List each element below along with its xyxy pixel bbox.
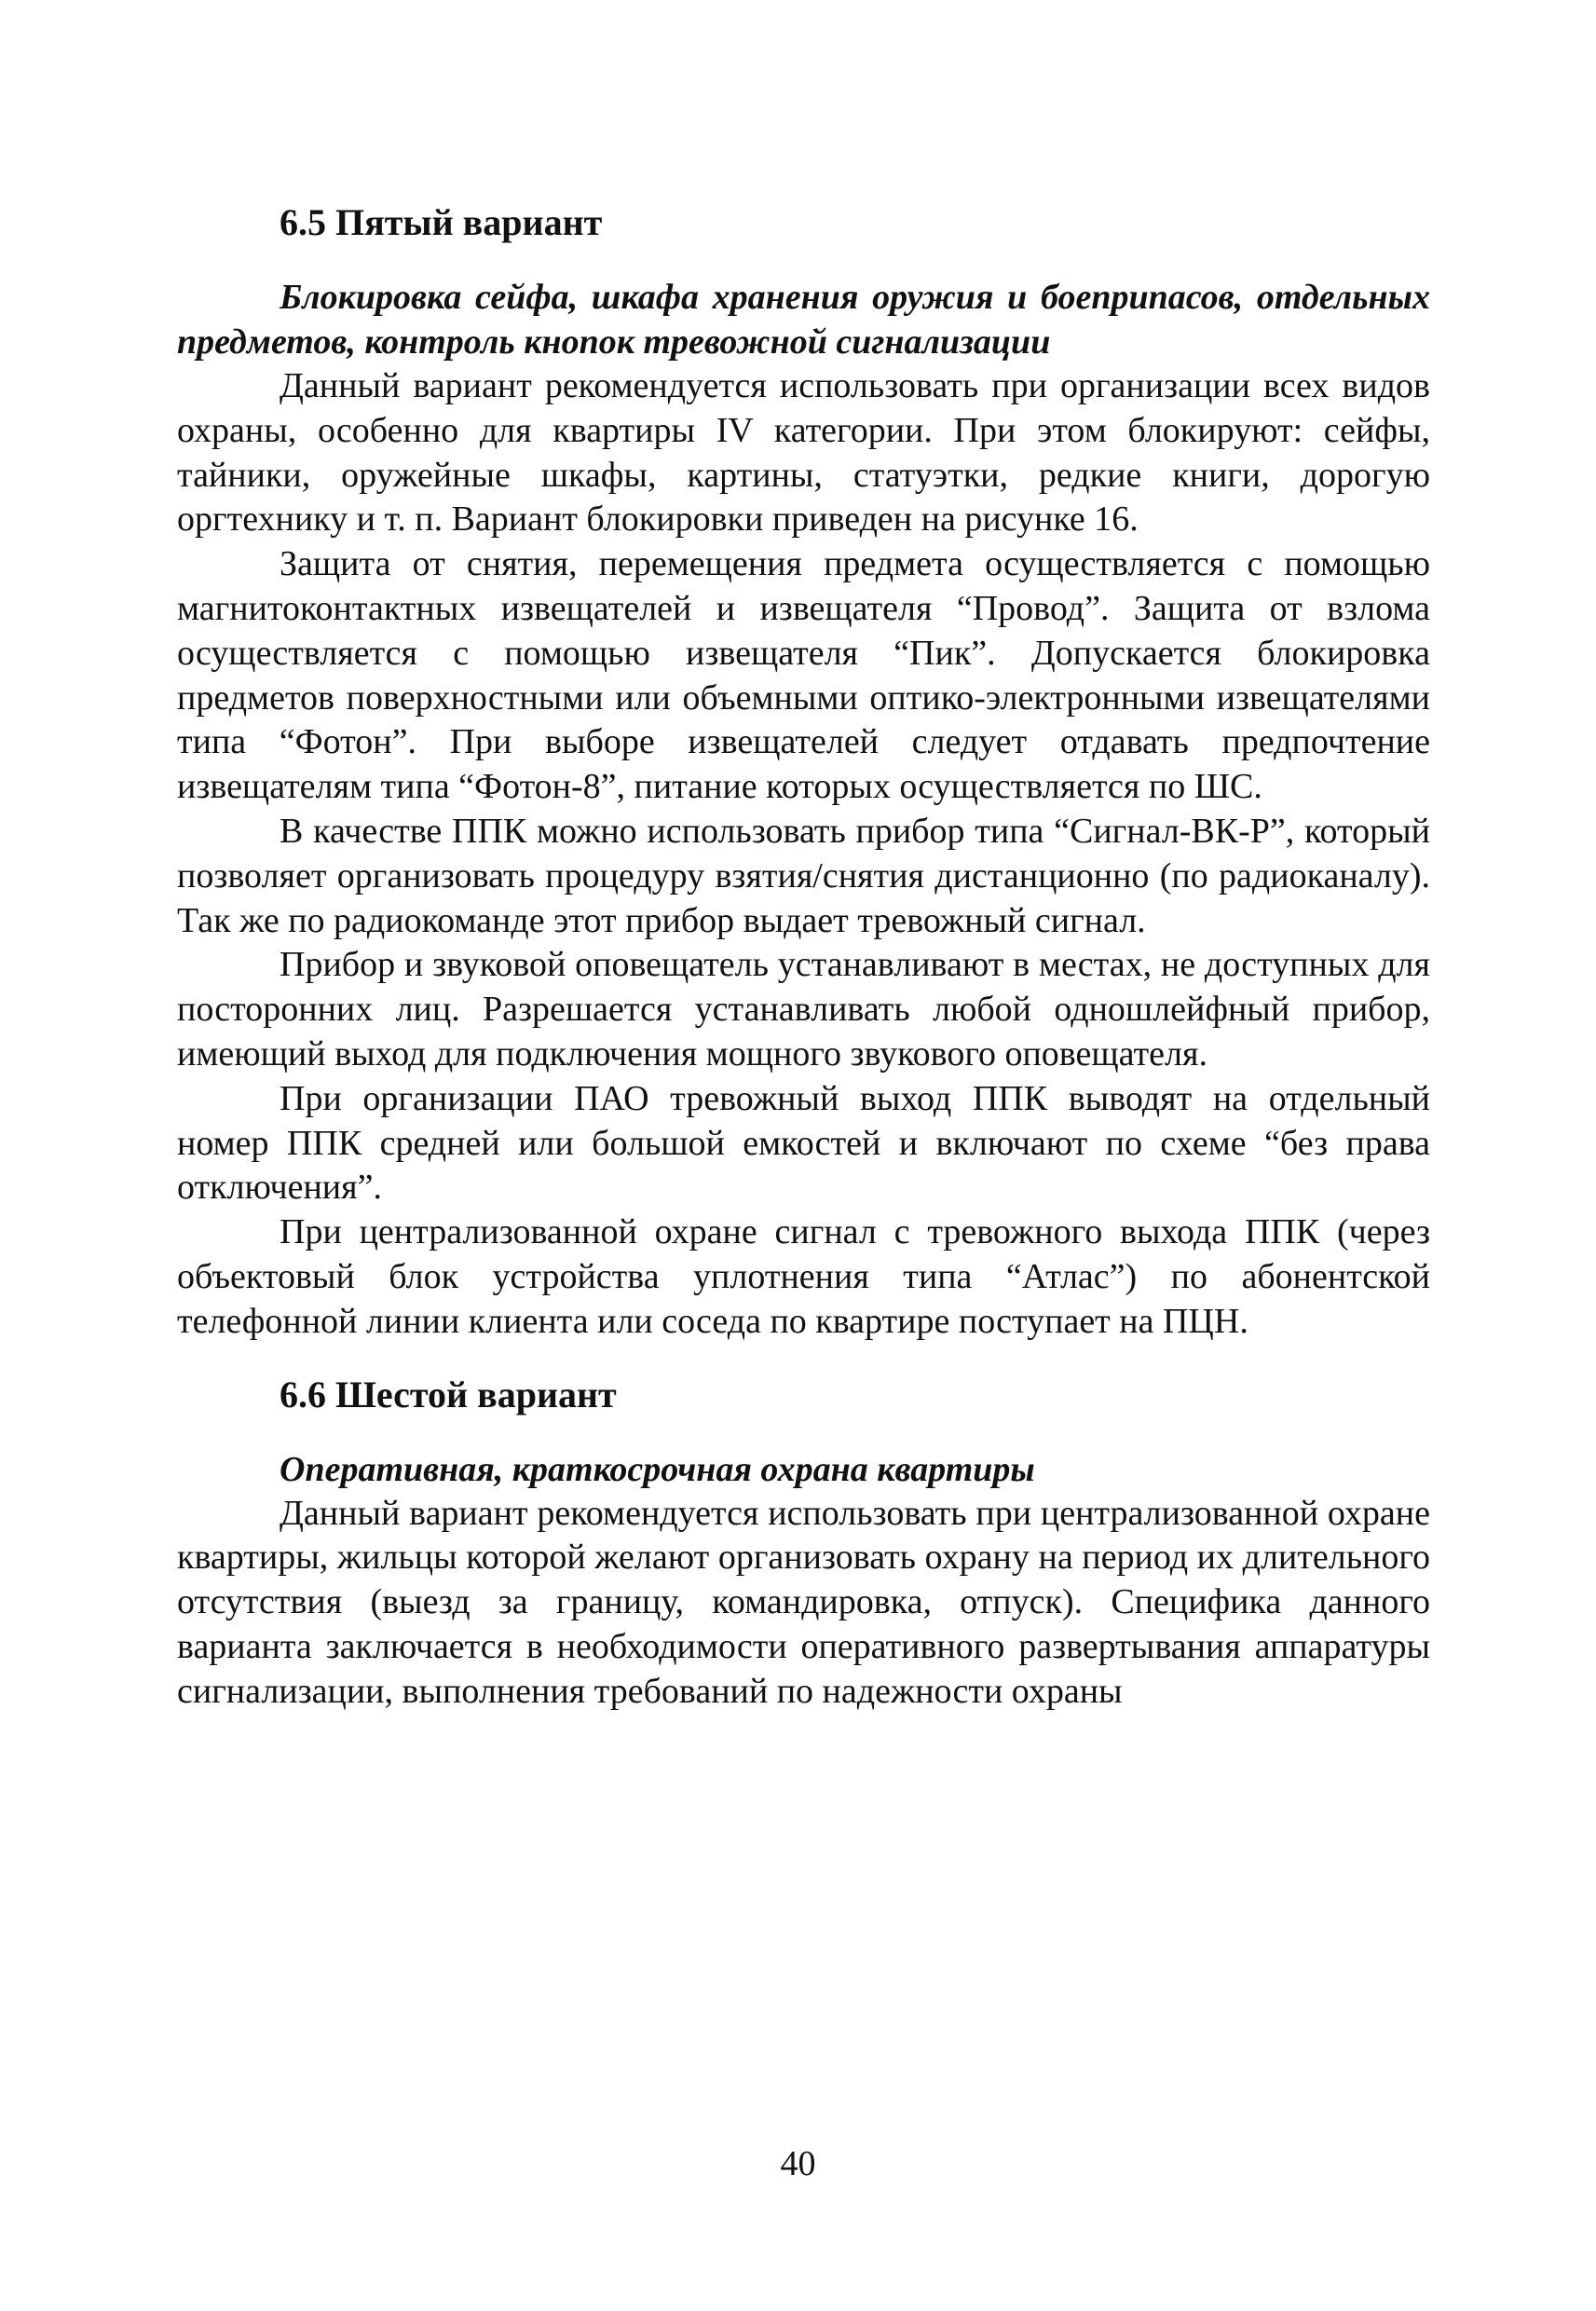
section-subheading-6-5: Блокировка сейфа, шкафа хранения оружия и боеприпасов, отдельных предметов, контроль кнопок тревожной сигнализации — [177, 278, 1430, 362]
paragraph: Защита от снятия, перемещения предмета осуществляется с помощью магнитоконтактных извещателей и извещателя “Провод”. Защита от взлома осуществляется с помощью извещателя “Пик”. Допускается блокировка предметов поверхностными или объемными оптико-электронными извещателями типа “Фотон”. При выборе извещателей следует отдавать предпочтение извещателям типа “Фотон-8”, питание которых осуществляется по ШС. — [177, 544, 1430, 807]
page-body — [177, 200, 1430, 1715]
paragraph: Данный вариант рекомендуется использовать при централизованной охране квартиры, жильцы которой желают организовать охрану на период их длительного отсутствия (выезд за границу, командировка, отпуск). Специфика данного варианта заключается в необходимости оперативного развертывания аппаратуры сигнализации, выполнения требований по надежности охраны — [177, 1493, 1430, 1711]
paragraph: При организации ПАО тревожный выход ППК выводят на отдельный номер ППК средней или большой емкостей и включают по схеме “без права отключения”. — [177, 1078, 1430, 1208]
section-subheading-6-6: Оперативная, краткосрочная охрана квартиры — [280, 1449, 1035, 1489]
paragraph: При централизованной охране сигнал с тревожного выхода ППК (через объектовый блок устройства уплотнения типа “Атлас”) по абонентской телефонной линии клиента или соседа по квартире поступает на ПЦН. — [177, 1212, 1430, 1341]
paragraph: В качестве ППК можно использовать прибор типа “Сигнал-ВК-Р”, который позволяет организовать процедуру взятия/снятия дистанционно (по радиоканалу). Так же по радиокоманде этот прибор выдает тревожный сигнал. — [177, 811, 1430, 940]
page-number: 40 — [780, 2144, 816, 2183]
section-heading-6-6: 6.6 Шестой вариант — [280, 1373, 617, 1415]
section-heading-6-5: 6.5 Пятый вариант — [280, 201, 603, 243]
paragraph: Данный вариант рекомендуется использовать при организации всех видов охраны, особенно для квартиры IV категории. При этом блокируют: сейфы, тайники, оружейные шкафы, картины, статуэтки, редкие книги, дорогую оргтехнику и т. п. Вариант блокировки приведен на рисунке 16. — [177, 366, 1430, 540]
paragraph: Прибор и звуковой оповещатель устанавливают в местах, не доступных для посторонних лиц. Разрешается устанавливать любой одношлейфный прибор, имеющий выход для подключения мощного звукового оповещателя. — [177, 945, 1430, 1073]
